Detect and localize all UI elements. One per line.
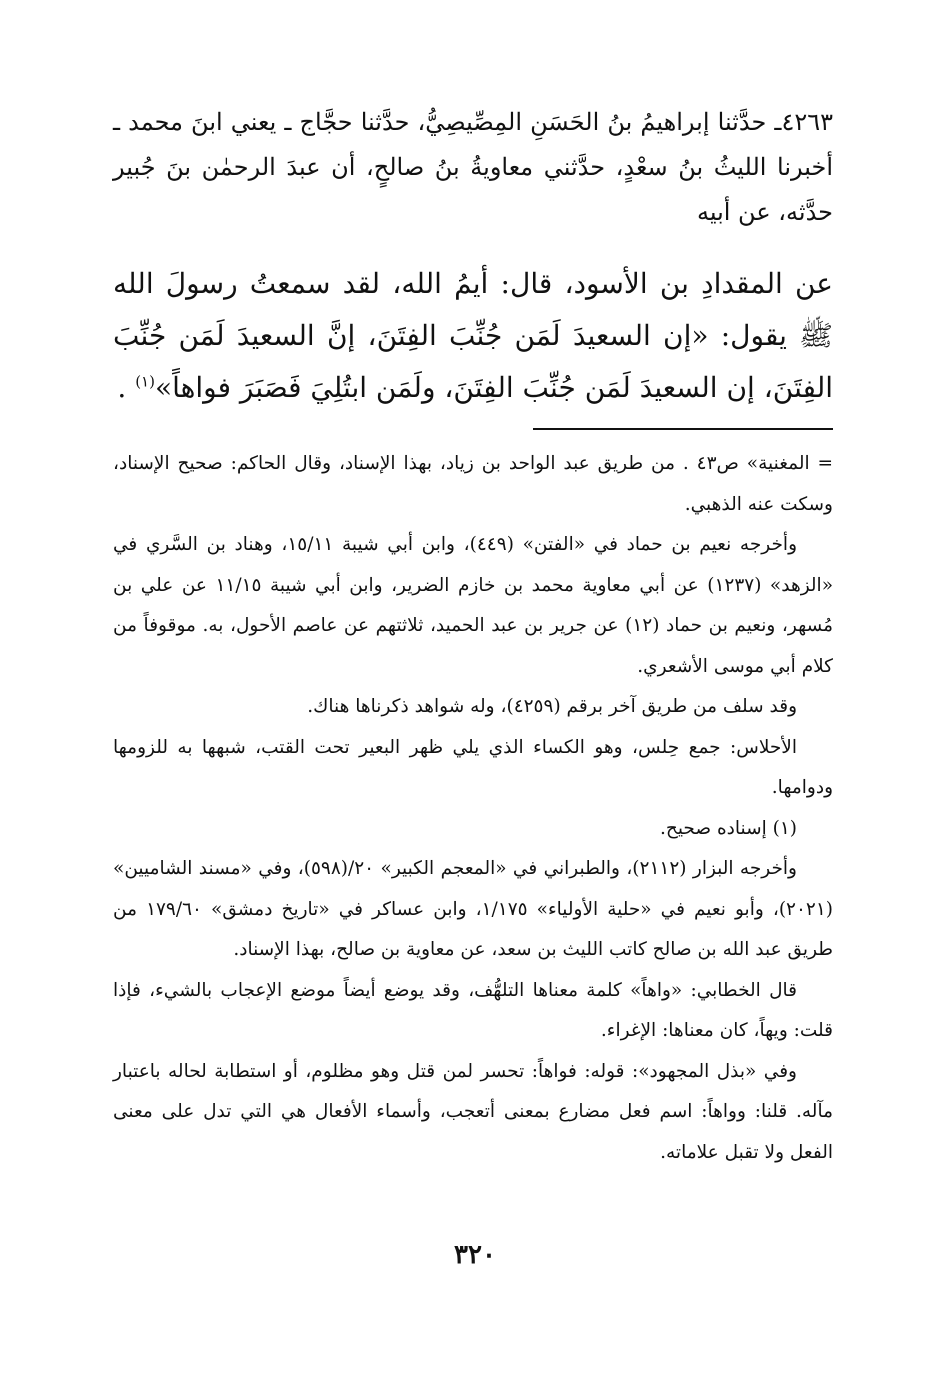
- footnote-separator: [533, 428, 833, 430]
- footnote-paragraph: = المغنية» ص٤٣ . من طريق عبد الواحد بن زياد، بهذا الإسناد، وقال الحاكم: صحيح الإسناد، وسكت عنه الذهبي.: [113, 453, 833, 515]
- hadith-matn: عن المقدادِ بن الأسود، قال: أيمُ الله، لقد سمعتُ رسولَ الله ﷺ يقول: «إن السعيدَ لَمَن جُنِّبَ الفِتَنَ، إنَّ السعيدَ لَمَن جُنِّبَ الفِتَنَ، إن السعيدَ لَمَن جُنِّبَ الفِتَنَ، ولَمَن ابتُلِيَ فَصَبَرَ فواهاً»: [113, 267, 833, 404]
- footnote-paragraph: الأحلاس: جمع حِلس، وهو الكساء الذي يلي ظهر البعير تحت القتب، شبهها به للزومها ودوامها.: [113, 736, 833, 798]
- page-number: ٣٢٠: [454, 1240, 496, 1270]
- footnote-paragraph: قال الخطابي: «واهاً» كلمة معناها التلهُّف، وقد يوضع أيضاً موضع الإعجاب بالشيء، فإذا قلت: ويهاً، كان معناها: الإغراء.: [113, 979, 833, 1041]
- footnote-paragraph: وأخرجه نعيم بن حماد في «الفتن» (٤٤٩)، وابن أبي شيبة ١٥/١١، وهناد بن السَّري في «الزهد» (١٢٣٧) عن أبي معاوية محمد بن خازم الضرير، وابن أبي شيبة ١١/١٥ عن علي بن مُسهر، ونعيم بن حماد (١٢) عن جرير بن عبد الحميد، ثلاثتهم عن عاصم الأحول، به. موقوفاً من كلام أبي موسى الأشعري.: [113, 534, 834, 677]
- hadith-isnad: ٤٢٦٣ـ حدَّثنا إبراهيمُ بنُ الحَسَنِ المِصِّيصِيُّ، حدَّثنا حجَّاج ـ يعني ابنَ محمد ـ أخبرنا الليثُ بنُ سعْدٍ، حدَّثني معاويةُ بنُ صالحٍ، أن عبدَ الرحمٰن بنَ جُبير حدَّثه، عن أبيه: [113, 108, 833, 226]
- footnote-paragraph: وقد سلف من طريق آخر برقم (٤٢٥٩)، وله شواهد ذكرناها هناك.: [307, 696, 797, 717]
- hadith-text: [113, 258, 833, 414]
- footnote-paragraph: وفي «بذل المجهود»: قوله: فواهاً: تحسر لمن قتل وهو مظلوم، أو استطابة لحاله باعتبار مآله. قلنا: وواهاً: اسم فعل مضارع بمعنى أتعجب، وأسماء الأفعال هي التي تدل على معنى الفعل ولا تقبل علاماته.: [113, 1060, 833, 1163]
- footnotes: [113, 444, 833, 1173]
- footnote-marker: (١): [135, 372, 155, 391]
- hadith-end-mark: .: [117, 371, 136, 404]
- footnote-paragraph: (١) إسناده صحيح.: [660, 817, 797, 839]
- footnote-paragraph: وأخرجه البزار (٢١١٢)، والطبراني في «المعجم الكبير» ٢٠/(٥٩٨)، وفي «مسند الشاميين» (٢٠٢١)، وأبو نعيم في «حلية الأولياء» ١/١٧٥، وابن عساكر في «تاريخ دمشق» ١٧٩/٦٠ من طريق عبد الله بن صالح كاتب الليث بن سعد، عن معاوية بن صالح، بهذا الإسناد.: [113, 858, 833, 960]
